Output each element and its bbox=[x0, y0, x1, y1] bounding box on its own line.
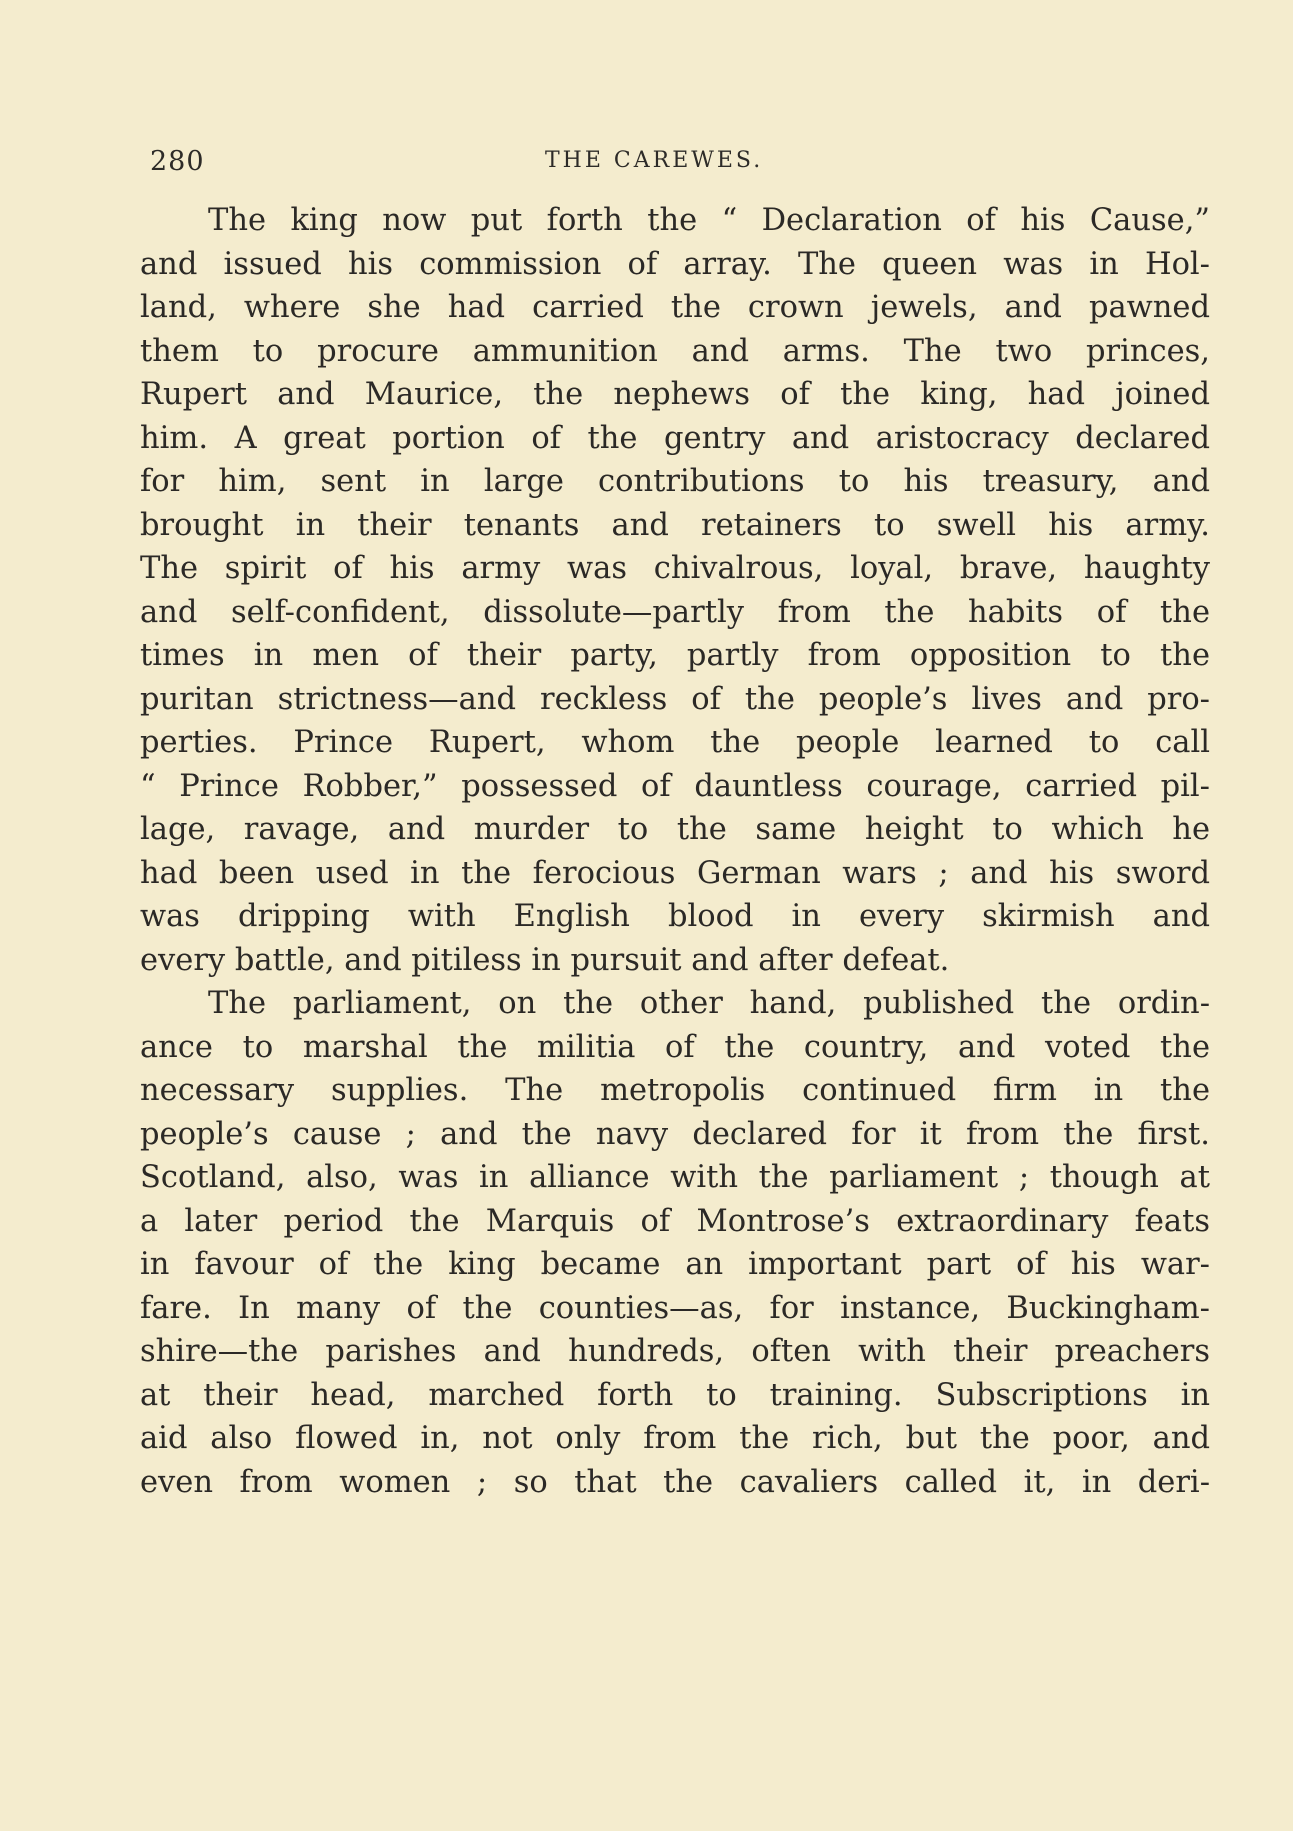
text-line: Rupert and Maurice, the nephews of the king, had joined bbox=[140, 377, 1210, 412]
text-line: perties. Prince Rupert, whom the people learned to call bbox=[140, 725, 1210, 760]
text-line: him. A great portion of the gentry and aristocracy declared bbox=[140, 420, 1210, 456]
text-line: land, where she had carried the crown jewels, and pawned bbox=[140, 290, 1210, 325]
text-line: every battle, and pitiless in pursuit and after defeat. bbox=[140, 942, 950, 978]
text-line: a later period the Marquis of Montrose’s extraordinary feats bbox=[140, 1203, 1210, 1239]
paragraph-2 bbox=[140, 982, 1210, 1504]
page-number: 280 bbox=[150, 146, 205, 177]
text-line: was dripping with English blood in every skirmish and bbox=[140, 899, 1210, 934]
text-line: and issued his commission of array. The queen was in Hol- bbox=[140, 246, 1210, 282]
text-line: The spirit of his army was chivalrous, loyal, brave, haughty bbox=[140, 551, 1210, 586]
text-line: and self-confident, dissolute—partly from the habits of the bbox=[140, 594, 1210, 630]
text-line: even from women ; so that the cavaliers called it, in deri- bbox=[140, 1464, 1210, 1500]
text-line: times in men of their party, partly from opposition to the bbox=[140, 638, 1210, 673]
text-line: brought in their tenants and retainers to swell his army. bbox=[140, 507, 1210, 543]
text-line: them to procure ammunition and arms. The two princes, bbox=[140, 333, 1210, 369]
text-line: lage, ravage, and murder to the same height to which he bbox=[140, 812, 1210, 847]
text-line: people’s cause ; and the navy declared for it from the first. bbox=[140, 1116, 1210, 1152]
text-line: “ Prince Robber,” possessed of dauntless courage, carried pil- bbox=[140, 768, 1210, 804]
text-line: puritan strictness—and reckless of the people’s lives and pro- bbox=[140, 681, 1210, 717]
text-line: ance to marshal the militia of the country, and voted the bbox=[140, 1029, 1210, 1065]
text-line: in favour of the king became an important part of his war- bbox=[140, 1247, 1210, 1282]
text-line: shire—the parishes and hundreds, often with their preachers bbox=[140, 1334, 1210, 1369]
text-line: Scotland, also, was in alliance with the parliament ; though at bbox=[140, 1160, 1210, 1195]
text-line: fare. In many of the counties—as, for instance, Buckingham- bbox=[140, 1290, 1210, 1326]
text-line: The parliament, on the other hand, published the ordin- bbox=[208, 986, 1210, 1021]
text-line: for him, sent in large contributions to his treasury, and bbox=[140, 464, 1210, 499]
text-line: necessary supplies. The metropolis continued firm in the bbox=[140, 1073, 1210, 1108]
text-line: The king now put forth the “ Declaration of his Cause,” bbox=[208, 203, 1210, 238]
text-line: aid also flowed in, not only from the rich, but the poor, and bbox=[140, 1421, 1210, 1456]
text-line: had been used in the ferocious German wars ; and his sword bbox=[140, 855, 1210, 891]
text-line: at their head, marched forth to training. Subscriptions in bbox=[140, 1377, 1210, 1413]
paragraph-1 bbox=[140, 199, 1210, 982]
page-header bbox=[150, 146, 1205, 186]
running-title: THE CAREWES. bbox=[545, 148, 764, 173]
body-text bbox=[140, 199, 1210, 1504]
